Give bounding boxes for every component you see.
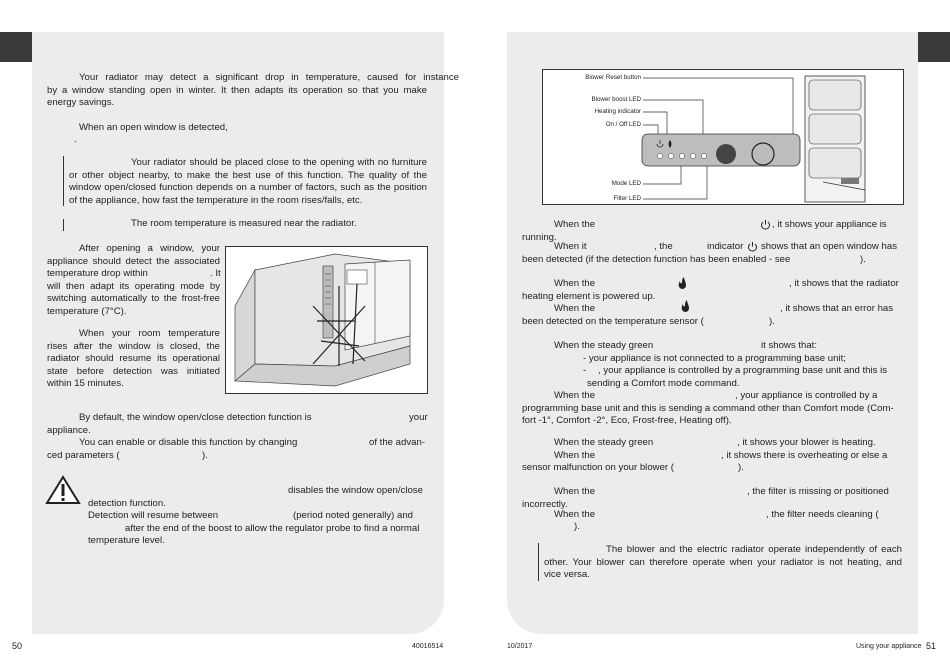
note-line-4: of the appliance, how fast the temperature in the room rises/falls, etc. xyxy=(69,194,363,206)
filter-line-3-end: , the filter needs cleaning ( xyxy=(766,508,879,520)
blower-line-2: When the xyxy=(554,449,596,461)
label-heating-indicator: Heating indicator xyxy=(594,108,641,115)
sensor-line-2: been detected on the temperature sensor ( xyxy=(522,315,704,327)
enable-line-1: You can enable or disable this function by changing xyxy=(79,437,298,448)
blower-line-1-end: , it shows your blower is heating. xyxy=(737,437,876,448)
resume-line-4: state before detection was initiated xyxy=(47,365,220,377)
control-panel-diagram xyxy=(542,69,904,205)
warning-line-2: detection function. xyxy=(88,497,166,509)
warning-line-1: disables the window open/close xyxy=(288,485,423,496)
label-on-off-led: On / Off LED xyxy=(605,121,641,128)
blower-line-3: sensor malfunction on your blower ( xyxy=(522,462,674,473)
page-number-left: 50 xyxy=(12,641,23,651)
blower-line-3-end: ). xyxy=(738,462,744,473)
mode-line-3-end: , your appliance is controlled by a programming base unit and this is xyxy=(598,365,888,376)
mode-line-7: fort -1°, Comfort -2°, Eco, Frost-free, Heating off). xyxy=(522,415,732,426)
sensor-line-1: When the xyxy=(554,303,596,314)
paragraph-open-window-end: . xyxy=(74,134,77,145)
warning-line-3-end: (period noted generally) and xyxy=(293,510,414,521)
enable-line-2: ced parameters ( xyxy=(47,449,120,461)
mode-line-1: When the steady green xyxy=(554,340,654,351)
document-code: 40016514 xyxy=(412,643,444,650)
resume-line-5: within 15 minutes. xyxy=(47,378,124,389)
label-blower-boost-led: Blower boost LED xyxy=(591,96,641,103)
power-icon xyxy=(760,219,771,230)
print-date: 10/2017 xyxy=(507,643,533,650)
heating-line-1-end: , it shows that the radiator xyxy=(789,278,899,289)
page-number-right: 51 xyxy=(926,641,937,651)
filter-line-1-end: , the filter is missing or positioned xyxy=(747,486,889,497)
open-window-line-1b: , the xyxy=(654,241,673,252)
mode-line-1-end: it shows that: xyxy=(761,340,817,351)
note-line-2: or other object nearby, to make the best use of this function. The quality of the xyxy=(69,169,427,181)
note-bar-2 xyxy=(63,219,64,231)
warning-icon xyxy=(45,475,81,505)
onoff-line-2: running. xyxy=(522,231,557,243)
resume-line-2: rises after the window is closed, the xyxy=(47,340,220,352)
resume-line-1: When your room temperature xyxy=(79,328,220,339)
open-window-line-2-end: ). xyxy=(860,253,866,265)
open-window-line-1d: shows that an open window has xyxy=(761,241,897,252)
label-blower-reset-button: Blower Reset button xyxy=(585,74,641,81)
warning-line-5: temperature level. xyxy=(88,535,165,546)
warning-line-3: Detection will resume between xyxy=(88,510,219,521)
blower-line-2-end: , it shows there is overheating or else a xyxy=(721,449,888,461)
paragraph-intro-1: Your radiator may detect a significant drop in temperature, caused for instance xyxy=(79,72,459,83)
note-bar-right xyxy=(538,543,539,581)
resume-line-3: radiator should resume its operational xyxy=(47,353,220,364)
flame-icon xyxy=(677,276,687,290)
detect-line-4: will then adapt its operating mode by xyxy=(47,280,220,292)
room-window-illustration xyxy=(225,246,428,394)
enable-line-2-end: ). xyxy=(202,449,208,461)
open-window-line-1c: indicator xyxy=(707,241,744,252)
section-title: Using your appliance xyxy=(856,643,922,650)
detect-line-1: After opening a window, your xyxy=(79,243,220,254)
enable-line-1-end: of the advan- xyxy=(369,437,426,448)
paragraph-open-window: When an open window is detected, xyxy=(79,122,228,133)
note-line-1: Your radiator should be placed close to the opening with no furniture xyxy=(131,157,427,168)
note-bar xyxy=(63,156,64,206)
mode-line-5-end: , your appliance is controlled by a xyxy=(735,390,878,401)
chapter-tab-left xyxy=(0,32,32,62)
sensor-line-1-end: , it shows that an error has xyxy=(780,303,894,314)
onoff-line-1-end: , it shows your appliance is xyxy=(772,219,887,230)
note-line-3: window open/closed function depends on a number of factors, such as the position xyxy=(69,182,427,193)
chapter-tab-right xyxy=(918,32,950,62)
default-line-1: By default, the window open/close detection function is xyxy=(79,412,312,423)
independent-line-3: vice versa. xyxy=(544,569,590,580)
filter-line-4: ). xyxy=(574,521,580,532)
independent-line-2: other. Your blower can therefore operate when your radiator is not heating, and xyxy=(544,556,902,568)
power-icon-2 xyxy=(747,241,758,252)
paragraph-intro-3: energy savings. xyxy=(47,97,115,108)
diagram-drawing xyxy=(543,70,903,204)
detect-line-2: appliance should detect the associated xyxy=(47,255,220,267)
detect-line-3: temperature drop within xyxy=(47,268,148,279)
detect-line-6: temperature (7°C). xyxy=(47,305,127,317)
independent-line-1: The blower and the electric radiator operate independently of each xyxy=(606,544,902,555)
detect-line-5: switching automatically to the frost-free xyxy=(47,293,220,304)
sensor-line-2-end: ). xyxy=(769,315,775,327)
filter-line-3: When the xyxy=(554,508,596,520)
label-mode-led: Mode LED xyxy=(611,180,641,187)
open-window-line-1: When it xyxy=(554,241,587,252)
onoff-line-1: When the xyxy=(554,219,596,230)
default-line-2: appliance. xyxy=(47,424,91,436)
filter-line-2: incorrectly. xyxy=(522,498,568,510)
detect-line-3-end: . It xyxy=(210,268,221,279)
label-filter-led: Filter LED xyxy=(613,195,641,202)
heating-line-2: heating element is powered up. xyxy=(522,290,656,302)
paragraph-intro-2: by a window standing open in winter. It then adapts its operation so that you make xyxy=(47,84,427,96)
filter-line-1: When the xyxy=(554,486,596,497)
flame-icon-2 xyxy=(680,299,690,313)
mode-line-6: programming base unit and this is sending a command other than Comfort mode (Com- xyxy=(522,402,894,414)
open-window-line-2: been detected (if the detection function has been enabled - see xyxy=(522,253,791,265)
mode-line-3: - xyxy=(583,365,587,376)
note-room-temperature: The room temperature is measured near the radiator. xyxy=(131,218,357,229)
heating-line-1: When the xyxy=(554,278,596,289)
mode-line-4: sending a Comfort mode command. xyxy=(587,377,740,389)
mode-line-5: When the xyxy=(554,390,596,401)
mode-line-2: - your appliance is not connected to a programming base unit; xyxy=(583,352,846,364)
default-line-1-end: your xyxy=(409,412,428,423)
blower-line-1: When the steady green xyxy=(554,437,654,448)
warning-line-4: after the end of the boost to allow the regulator probe to find a normal xyxy=(125,522,420,534)
